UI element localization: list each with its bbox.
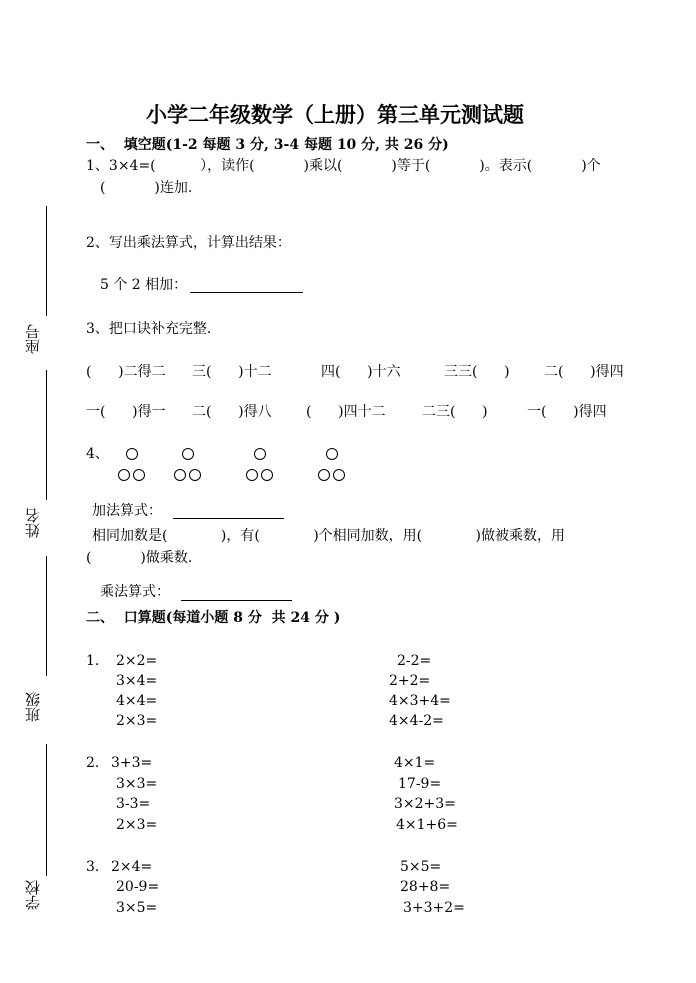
calc-item: 3×3= <box>116 776 158 792</box>
q2-answer-line[interactable] <box>190 292 303 293</box>
circle-icon <box>326 448 338 460</box>
side-label-class <box>26 692 46 732</box>
q3-row1-item: 四( )十六 <box>321 364 401 380</box>
q3-text: 3、把口诀补充完整. <box>86 321 212 337</box>
circle-icon <box>189 469 201 481</box>
q3-row2-item: ( )四十二 <box>306 404 386 420</box>
section2-heading: 二、 口算题(每道小题 8 分 共 24 分 ) <box>86 610 341 626</box>
page-title: 小学二年级数学（上册）第三单元测试题 <box>146 102 524 127</box>
q3-row1-item: ( )二得二 <box>86 364 166 380</box>
calc-item: 3×5= <box>116 900 158 916</box>
calc-item: 17-9= <box>398 776 442 792</box>
calc-item: 28+8= <box>400 879 451 895</box>
q2-text: 2、写出乘法算式，计算出结果： <box>86 235 291 251</box>
q3-row2-item: 二( )得八 <box>192 404 272 420</box>
side-label-name <box>26 508 46 548</box>
calc-item: 2+2= <box>389 673 431 689</box>
calc-item: 2-2= <box>397 653 432 669</box>
circle-icon <box>261 469 273 481</box>
calc-item: 3-3= <box>116 796 151 812</box>
circle-icon <box>133 469 145 481</box>
calc-item: 4×1= <box>394 755 436 771</box>
calc-item: 4×4-2= <box>389 713 444 729</box>
circle-icon <box>254 448 266 460</box>
side-label-school-text: 学校 <box>24 880 42 910</box>
group-number: 3. <box>86 859 100 875</box>
circle-icon <box>333 469 345 481</box>
q4-label: 4、 <box>86 446 109 462</box>
calc-item: 3×2+3= <box>394 796 456 812</box>
q4-line1: 相同加数是( )，有( )个相同加数，用( )做被乘数，用 <box>92 528 565 544</box>
q3-row1-item: 三( )十二 <box>192 364 272 380</box>
binding-line <box>46 556 47 676</box>
calc-item: 4×4= <box>116 693 158 709</box>
calc-item: 2×3= <box>116 817 158 833</box>
q4-mul-label: 乘法算式： <box>100 584 170 600</box>
q4-add-answer-line[interactable] <box>173 518 284 519</box>
group-number: 1. <box>86 653 100 669</box>
binding-line <box>46 744 47 876</box>
q1-line2: ( )连加. <box>100 180 193 196</box>
calc-item: 4×1+6= <box>396 817 458 833</box>
calc-item: 3×4= <box>116 673 158 689</box>
calc-item: 2×3= <box>116 713 158 729</box>
side-label-name-text: 姓名 <box>24 508 42 538</box>
circle-icon <box>126 448 138 460</box>
section1-heading: 一、 填空题(1-2 每题 3 分, 3-4 每题 10 分, 共 26 分) <box>86 137 449 153</box>
side-label-seat-text: 座号 <box>24 324 42 354</box>
q4-add-label: 加法算式： <box>92 503 162 519</box>
calc-item: 2×2= <box>116 653 158 669</box>
circle-icon <box>118 469 130 481</box>
q4-mul-answer-line[interactable] <box>181 600 292 601</box>
q2-sub: 5 个 2 相加： <box>100 277 188 293</box>
circle-icon <box>318 469 330 481</box>
binding-line <box>46 206 47 316</box>
q1-line1: 1、3×4=( ），读作( )乘以( )等于( )。表示( )个 <box>86 158 601 174</box>
side-label-class-text: 班级 <box>24 692 42 722</box>
calc-item: 20-9= <box>116 879 160 895</box>
circle-icon <box>246 469 258 481</box>
group-number: 2. <box>86 755 100 771</box>
side-label-school <box>26 880 46 920</box>
circle-icon <box>174 469 186 481</box>
q3-row2-item: 一( )得四 <box>527 404 607 420</box>
calc-item: 2×4= <box>111 859 153 875</box>
q3-row2-item: 二三( ) <box>422 404 488 420</box>
calc-item: 3+3= <box>111 755 153 771</box>
circle-icon <box>182 448 194 460</box>
side-label-seat <box>26 324 46 364</box>
q3-row1-item: 二( )得四 <box>544 364 624 380</box>
q3-row1-item: 三三( ) <box>444 364 510 380</box>
q3-row2-item: 一( )得一 <box>86 404 166 420</box>
calc-item: 4×3+4= <box>389 693 451 709</box>
calc-item: 3+3+2= <box>403 900 465 916</box>
q4-line2: ( )做乘数. <box>86 550 193 566</box>
binding-line <box>46 370 47 500</box>
calc-item: 5×5= <box>400 859 442 875</box>
